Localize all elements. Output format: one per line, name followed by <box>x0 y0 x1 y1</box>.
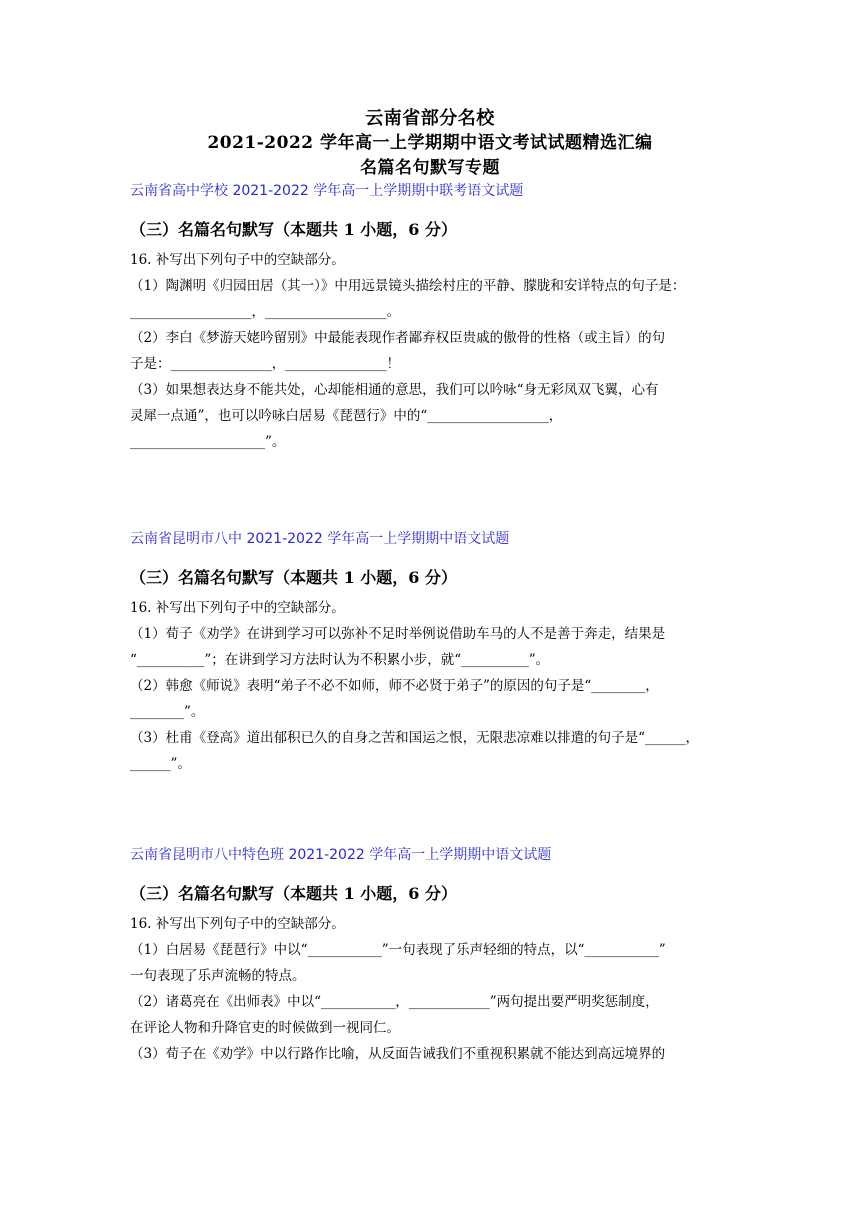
part-heading: （三）名篇名句默写（本题共 1 小题，6 分） <box>130 220 457 239</box>
title-topic: 名篇名句默写专题 <box>360 158 500 178</box>
question-block <box>130 247 730 455</box>
question-line: （3）荀子在《劝学》中以行路作比喻，从反面告诫我们不重视积累就不能达到高远境界的 <box>130 1046 666 1062</box>
title-main: 2021-2022 学年高一上学期期中语文考试试题精选汇编 <box>207 133 653 153</box>
question-line: （2）李白《梦游天姥吟留别》中最能表现作者鄙弃权臣贵戚的傲骨的性格（或主旨）的句 <box>130 330 666 346</box>
question-line: 子是：_______________，_______________！ <box>130 356 400 372</box>
question-block <box>130 595 730 777</box>
question-line: （3）如果想表达身不能共处，心却能相通的意思，我们可以吟咏“身无彩凤双飞翼，心有 <box>130 382 659 398</box>
question-line: 一句表现了乐声流畅的特点。 <box>130 968 306 984</box>
question-line: __________________，__________________。 <box>130 304 400 320</box>
question-line: （2）诸葛亮在《出师表》中以“___________，____________”两句提出要严明奖惩制度， <box>130 994 659 1010</box>
question-line: 灵犀一点通”，也可以吟咏白居易《琵琶行》中的“__________________， <box>130 408 563 424</box>
question-line: ________”。 <box>130 704 205 720</box>
source-link[interactable]: 云南省高中学校 2021-2022 学年高一上学期期中联考语文试题 <box>130 183 524 199</box>
question-line: （1）白居易《琵琶行》中以“___________”一句表现了乐声轻细的特点，以“___________” <box>130 942 666 958</box>
section-3 <box>130 845 730 1067</box>
question-line: ____________________”。 <box>130 434 286 450</box>
section-2 <box>130 529 730 777</box>
title-region: 云南省部分名校 <box>365 108 495 129</box>
question-line: 在评论人物和升降官吏的时候做到一视同仁。 <box>130 1020 400 1036</box>
document-header <box>0 106 860 181</box>
source-link[interactable]: 云南省昆明市八中 2021-2022 学年高一上学期期中语文试题 <box>130 531 510 547</box>
question-line: （2）韩愈《师说》表明“弟子不必不如师，师不必贤于弟子”的原因的句子是“________， <box>130 678 659 694</box>
question-line: 16. 补写出下列句子中的空缺部分。 <box>130 916 345 932</box>
part-heading: （三）名篇名句默写（本题共 1 小题，6 分） <box>130 884 457 903</box>
source-link[interactable]: 云南省昆明市八中特色班 2021-2022 学年高一上学期期中语文试题 <box>130 847 552 863</box>
question-line: （3）杜甫《登高》道出郁积已久的自身之苦和国运之恨，无限悲凉难以排遣的句子是“______， <box>130 730 699 746</box>
question-line: 16. 补写出下列句子中的空缺部分。 <box>130 252 345 268</box>
question-line: ______”。 <box>130 756 191 772</box>
part-heading: （三）名篇名句默写（本题共 1 小题，6 分） <box>130 568 457 587</box>
section-1 <box>130 181 730 455</box>
question-line: （1）荀子《劝学》在讲到学习可以弥补不足时举例说借助车马的人不是善于奔走，结果是 <box>130 626 666 642</box>
question-block <box>130 911 730 1067</box>
question-line: “__________”；在讲到学习方法时认为不积累小步，就“__________”。 <box>130 652 550 668</box>
question-line: （1）陶渊明《归园田居（其一）》中用远景镜头描绘村庄的平静、朦胧和安详特点的句子是： <box>130 278 686 294</box>
question-line: 16. 补写出下列句子中的空缺部分。 <box>130 600 345 616</box>
